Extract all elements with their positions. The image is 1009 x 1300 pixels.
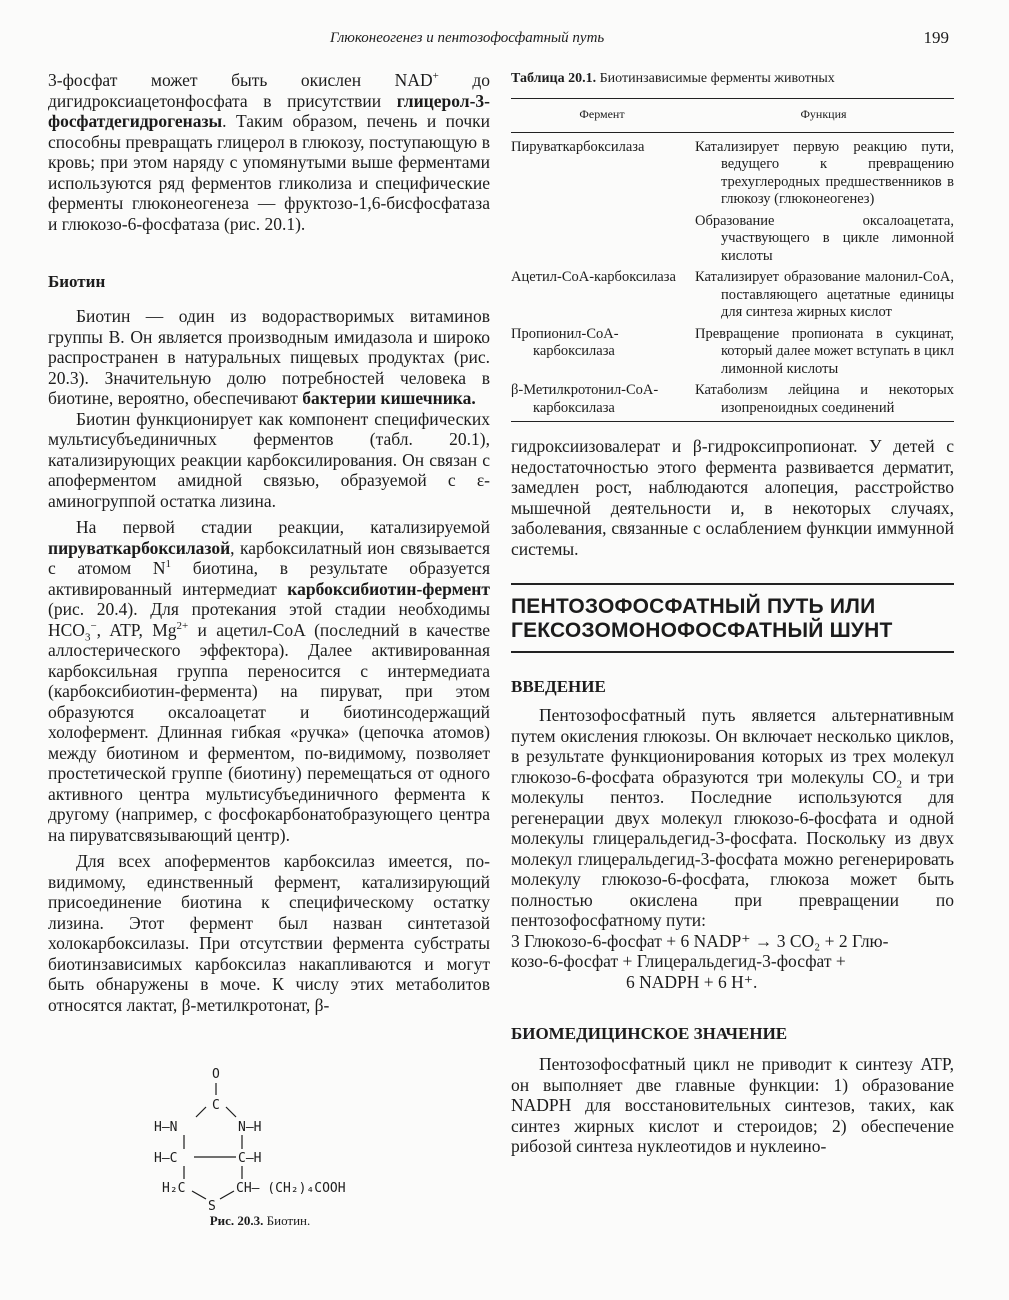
paragraph-introduction: Пентозофосфатный путь является альтернативным путем окисления глюкозы. Он включает несколько циклов, в результате функционирования которых из трех молекул глюкозо-6-фосфата образуются три молекулы $CO_2$ и три молекулы пентоз. Последние используются для регенерации двух молекул глюкозо-6-фосфата и одной молекулы глицеральдегид-3-фосфата. Поскольку из двух молекул глицеральдегид-3-фосфата можно регенерировать молекулу глюкозо-6-фосфата, глюкоза может быть полностью окислена при превращении по пентозофосфатному пути: xyxy=(511,705,955,930)
table-header-enzyme: Фермент xyxy=(511,99,693,133)
table-row xyxy=(511,380,954,422)
enzyme-name: Ацетил-CoA-карбоксилаза xyxy=(511,269,676,285)
bond-c-n3 xyxy=(226,1107,236,1117)
table-row xyxy=(511,211,954,268)
enzyme-function: Катализирует образование малонил-CoA, поставляющего ацетатные единицы для синтеза жирных кислот xyxy=(695,269,954,320)
atom-h2c: H₂C xyxy=(162,1181,186,1196)
equation-line: 6 NADPH + 6 H⁺. xyxy=(626,971,758,992)
enzyme-name: Пропионил-CoA-карбоксилаза xyxy=(511,325,619,359)
heading-biomedical: БИОМЕДИЦИНСКОЕ ЗНАЧЕНИЕ xyxy=(511,1024,788,1043)
paragraph-glycerol: 3-фосфат может быть окислен NAD+ до дигидроксиацетонфосфата в присутствии глицерол-3-фосфатдегидрогеназы. Таким образом, печень и почки способны превращать глицерол в глюкозу, поступающую в кровь; при этом наряду с упомянутыми выше ферментами используются ряд ферментов гликолиза и специфические ферменты глюконеогенеза — фруктозо-1,6-бисфосфатаза и глюкозо-6-фосфатаза (рис. 20.1). xyxy=(48,70,490,234)
equation-line: 3 Глюкозо-6-фосфат + 6 NADP⁺ → 3 CO₂ + 2 Глю- xyxy=(511,930,889,951)
table-row xyxy=(511,324,954,381)
atom-c-carbonyl: C xyxy=(212,1098,220,1113)
atom-s: S xyxy=(208,1199,216,1214)
enzyme-function: Образование оксалоацетата, участвующего в цикле лимонной кислоты xyxy=(695,212,954,264)
table-row xyxy=(511,132,954,211)
enzyme-function: Катализирует первую реакцию пути, ведущего к превращению трехуглеродных предшественников в глюкозу (глюконеогенез) xyxy=(695,138,954,207)
figure-caption: Рис. 20.3. Биотин. xyxy=(209,1213,311,1228)
biotin-enzymes-table xyxy=(511,98,954,422)
enzyme-name: Пируваткарбоксилаза xyxy=(511,138,645,155)
paragraph-reaction: На первой стадии реакции, катализируемой пируваткарбоксилазой, карбоксилатный ион связывается с атомом $N^1$ биотина, в результате образуется активированный интермедиат карбоксибиотин-фермент (рис. 20.4). Для протекания этой стадии необходимы $HCO_3^-$, ATP, $Mg^{2+}$ и ацетил-CoA (последний в качестве аллостерического эффектора). Далее активированная карбоксильная группа переносится с интермедиата (карбоксибиотин-фермента) на пируват, при этом образуются оксалоацетат и биотинсодержащий холофермент. Длинная гибкая «ручка» (цепочка атомов) между биотином и ферментом, по-видимому, позволяет простетической группе (биотину) перемещаться от одного активного центра мультисубъединичного фермента к другому (например, с фосфокарбонатобразующего центра на пируватсвязывающий центр). xyxy=(48,517,491,845)
paragraph-holocarboxylase: Для всех апоферментов карбоксилаз имеется, по-видимому, единственный фермент, катализирующий присоединение биотина к специфическому остатку лизина. Этот фермент был назван синтетазой холокарбоксилазы. При отсутствии фермента субстраты биотинзависимых карбоксилаз накапливаются и могут быть обнаружены в моче. К числу этих метаболитов относятся лактат, β-метилкротонат, β- xyxy=(48,851,490,1015)
paragraph-biotin-intro: Биотин — один из водорастворимых витаминов группы В. Он является производным имидазола и широко распространен в натуральных пищевых продуктах (рис. 20.3). Значительную долю потребностей человека в биотине, вероятно, обеспечивают бактерии кишечника. xyxy=(48,306,490,408)
equation-line: козо-6-фосфат + Глицеральдегид-3-фосфат + xyxy=(511,951,846,971)
biotin-structure-figure xyxy=(150,1065,380,1235)
biotin-structure-diagram xyxy=(150,1065,380,1215)
atom-hc: H–C xyxy=(154,1151,178,1166)
chapter-title: ПЕНТОЗОФОСФАТНЫЙ ПУТЬ ИЛИ ГЕКСОЗОМОНОФОСФАТНЫЙ ШУНТ xyxy=(511,595,893,642)
atom-nh: N–H xyxy=(238,1120,262,1135)
heading-biotin: Биотин xyxy=(48,272,106,291)
table-row xyxy=(511,267,954,324)
pentose-equation xyxy=(511,931,954,993)
enzyme-function: Превращение пропионата в сукцинат, который далее может вступать в цикл лимонной кислоты xyxy=(695,325,954,377)
bond-c-n1 xyxy=(196,1107,206,1117)
enzyme-name: β-Метилкротонил-CoA-карбоксилаза xyxy=(511,382,659,416)
atom-ch: C–H xyxy=(238,1151,262,1166)
table-header-function: Функция xyxy=(693,99,954,133)
chapter-rule-top xyxy=(511,583,954,585)
left-column xyxy=(48,70,490,1015)
enzyme-function: Катаболизм лейцина и некоторых изопреноидных соединений xyxy=(695,382,954,416)
chapter-rule-bottom xyxy=(511,651,954,653)
paragraph-deficiency: гидроксиизовалерат и β-гидроксипропионат. У детей с недостаточностью этого фермента развивается дерматит, замедлен рост, наблюдаются алопеция, расстройство мышечной деятельности и, в некоторых случаях, заболевания, связанные с ослаблением функции иммунной системы. xyxy=(511,436,954,559)
bond-s-ch xyxy=(220,1191,234,1199)
heading-introduction: ВВЕДЕНИЕ xyxy=(511,677,606,696)
paragraph-biotin-function: Биотин функционирует как компонент специфических мультисубъединичных ферментов (табл. 20.1), катализирующих реакции карбоксилирования. Он связан с апоферментом амидной связью, образуемой с ε-аминогруппой остатка лизина. xyxy=(48,408,490,511)
page-number: 199 xyxy=(923,28,949,47)
right-column xyxy=(511,70,954,1157)
running-title: Глюконеогенез и пентозофосфатный путь xyxy=(330,30,605,46)
biotin-side-chain: CH– (CH₂)₄COOH xyxy=(236,1181,346,1196)
paragraph-biomedical: Пентозофосфатный цикл не приводит к синтезу ATP, он выполняет две главные функции: 1) образование NADPH для восстановительных синтезов, таких, как синтез жирных кислот и стероидов; 2) обеспечение рибозой синтеза нуклеотидов и нуклеино- xyxy=(511,1054,954,1156)
atom-hn: H–N xyxy=(154,1120,178,1135)
table-caption: Таблица 20.1. Биотинзависимые ферменты животных xyxy=(511,71,835,86)
bond-ch2-s xyxy=(192,1191,206,1199)
atom-o: O xyxy=(212,1067,220,1082)
page-header xyxy=(0,28,1009,52)
